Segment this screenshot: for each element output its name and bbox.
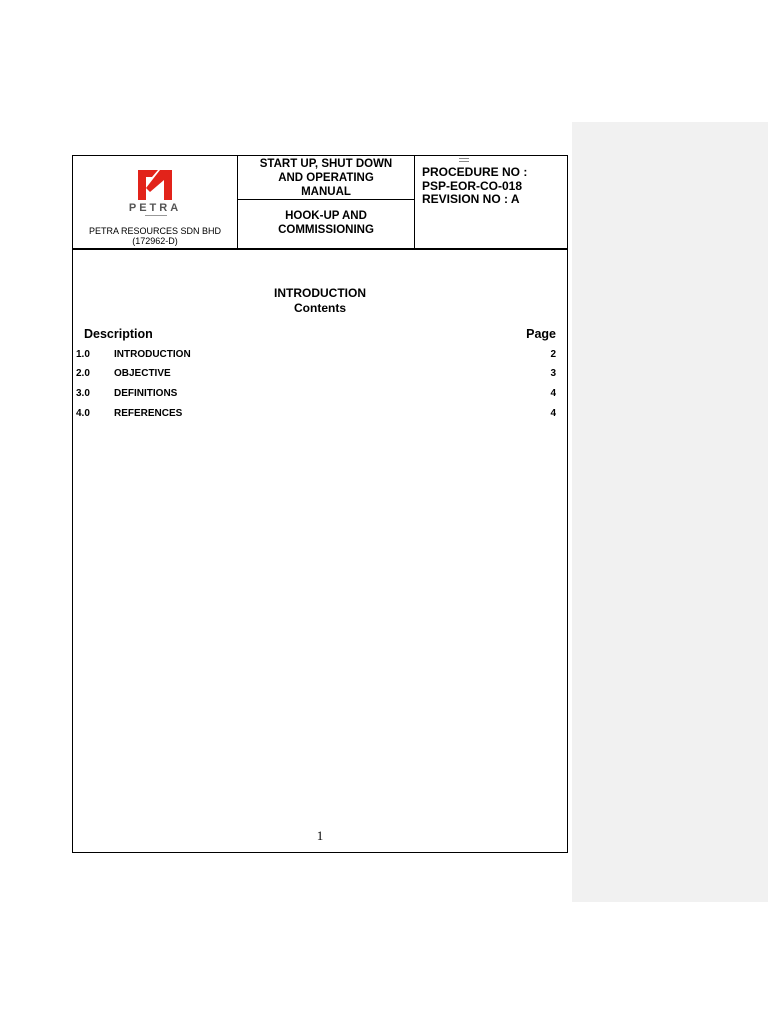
procedure-info	[422, 166, 527, 207]
petra-logo-icon	[136, 168, 176, 202]
section-heading: INTRODUCTION	[274, 286, 366, 300]
toc-number: 1.0	[76, 349, 90, 360]
procedure-number: PSP-EOR-CO-018	[422, 178, 523, 193]
toc-page: 4	[550, 388, 556, 399]
toc-number: 3.0	[76, 388, 90, 399]
toc-row[interactable]	[73, 388, 567, 402]
section-title-line: COMMISSIONING	[278, 224, 374, 236]
manual-title-line: START UP, SHUT DOWN	[259, 158, 393, 170]
comment-marker-icon[interactable]	[459, 158, 469, 165]
logo-wordmark: PETRA	[128, 202, 182, 214]
manual-title-line: AND OPERATING	[278, 172, 374, 184]
page-number: 1	[316, 828, 324, 843]
toc-header-description: Description	[84, 327, 153, 341]
toc-label: OBJECTIVE	[114, 368, 171, 379]
toc-label: DEFINITIONS	[114, 388, 178, 399]
logo-underline	[145, 215, 167, 216]
comment-pane	[572, 122, 768, 902]
section-subheading: Contents	[294, 300, 346, 315]
toc-row[interactable]	[73, 368, 567, 382]
toc-header-page: Page	[526, 327, 556, 341]
manual-title	[238, 156, 414, 200]
toc-label: INTRODUCTION	[114, 349, 191, 360]
title-cell	[238, 156, 415, 248]
company-info	[73, 226, 237, 246]
section-title-line: HOOK-UP AND	[285, 210, 367, 222]
revision-number: REVISION NO : A	[422, 192, 520, 206]
toc-page: 2	[550, 349, 556, 360]
procedure-label: PROCEDURE NO :	[422, 165, 528, 179]
logo-cell	[73, 156, 238, 248]
manual-title-line: MANUAL	[301, 186, 351, 198]
procedure-cell	[415, 156, 567, 248]
company-name: PETRA RESOURCES SDN BHD	[88, 226, 222, 236]
toc-row[interactable]	[73, 349, 567, 363]
toc-page: 3	[550, 368, 556, 379]
toc-row[interactable]	[73, 408, 567, 422]
section-title	[238, 209, 414, 237]
toc-number: 2.0	[76, 368, 90, 379]
toc-number: 4.0	[76, 408, 90, 419]
header-table	[73, 156, 567, 250]
contents-heading	[73, 286, 567, 315]
toc-label: REFERENCES	[114, 408, 183, 419]
document-page	[72, 155, 568, 853]
company-registration: (172962-D)	[132, 236, 178, 246]
toc-page: 4	[550, 408, 556, 419]
